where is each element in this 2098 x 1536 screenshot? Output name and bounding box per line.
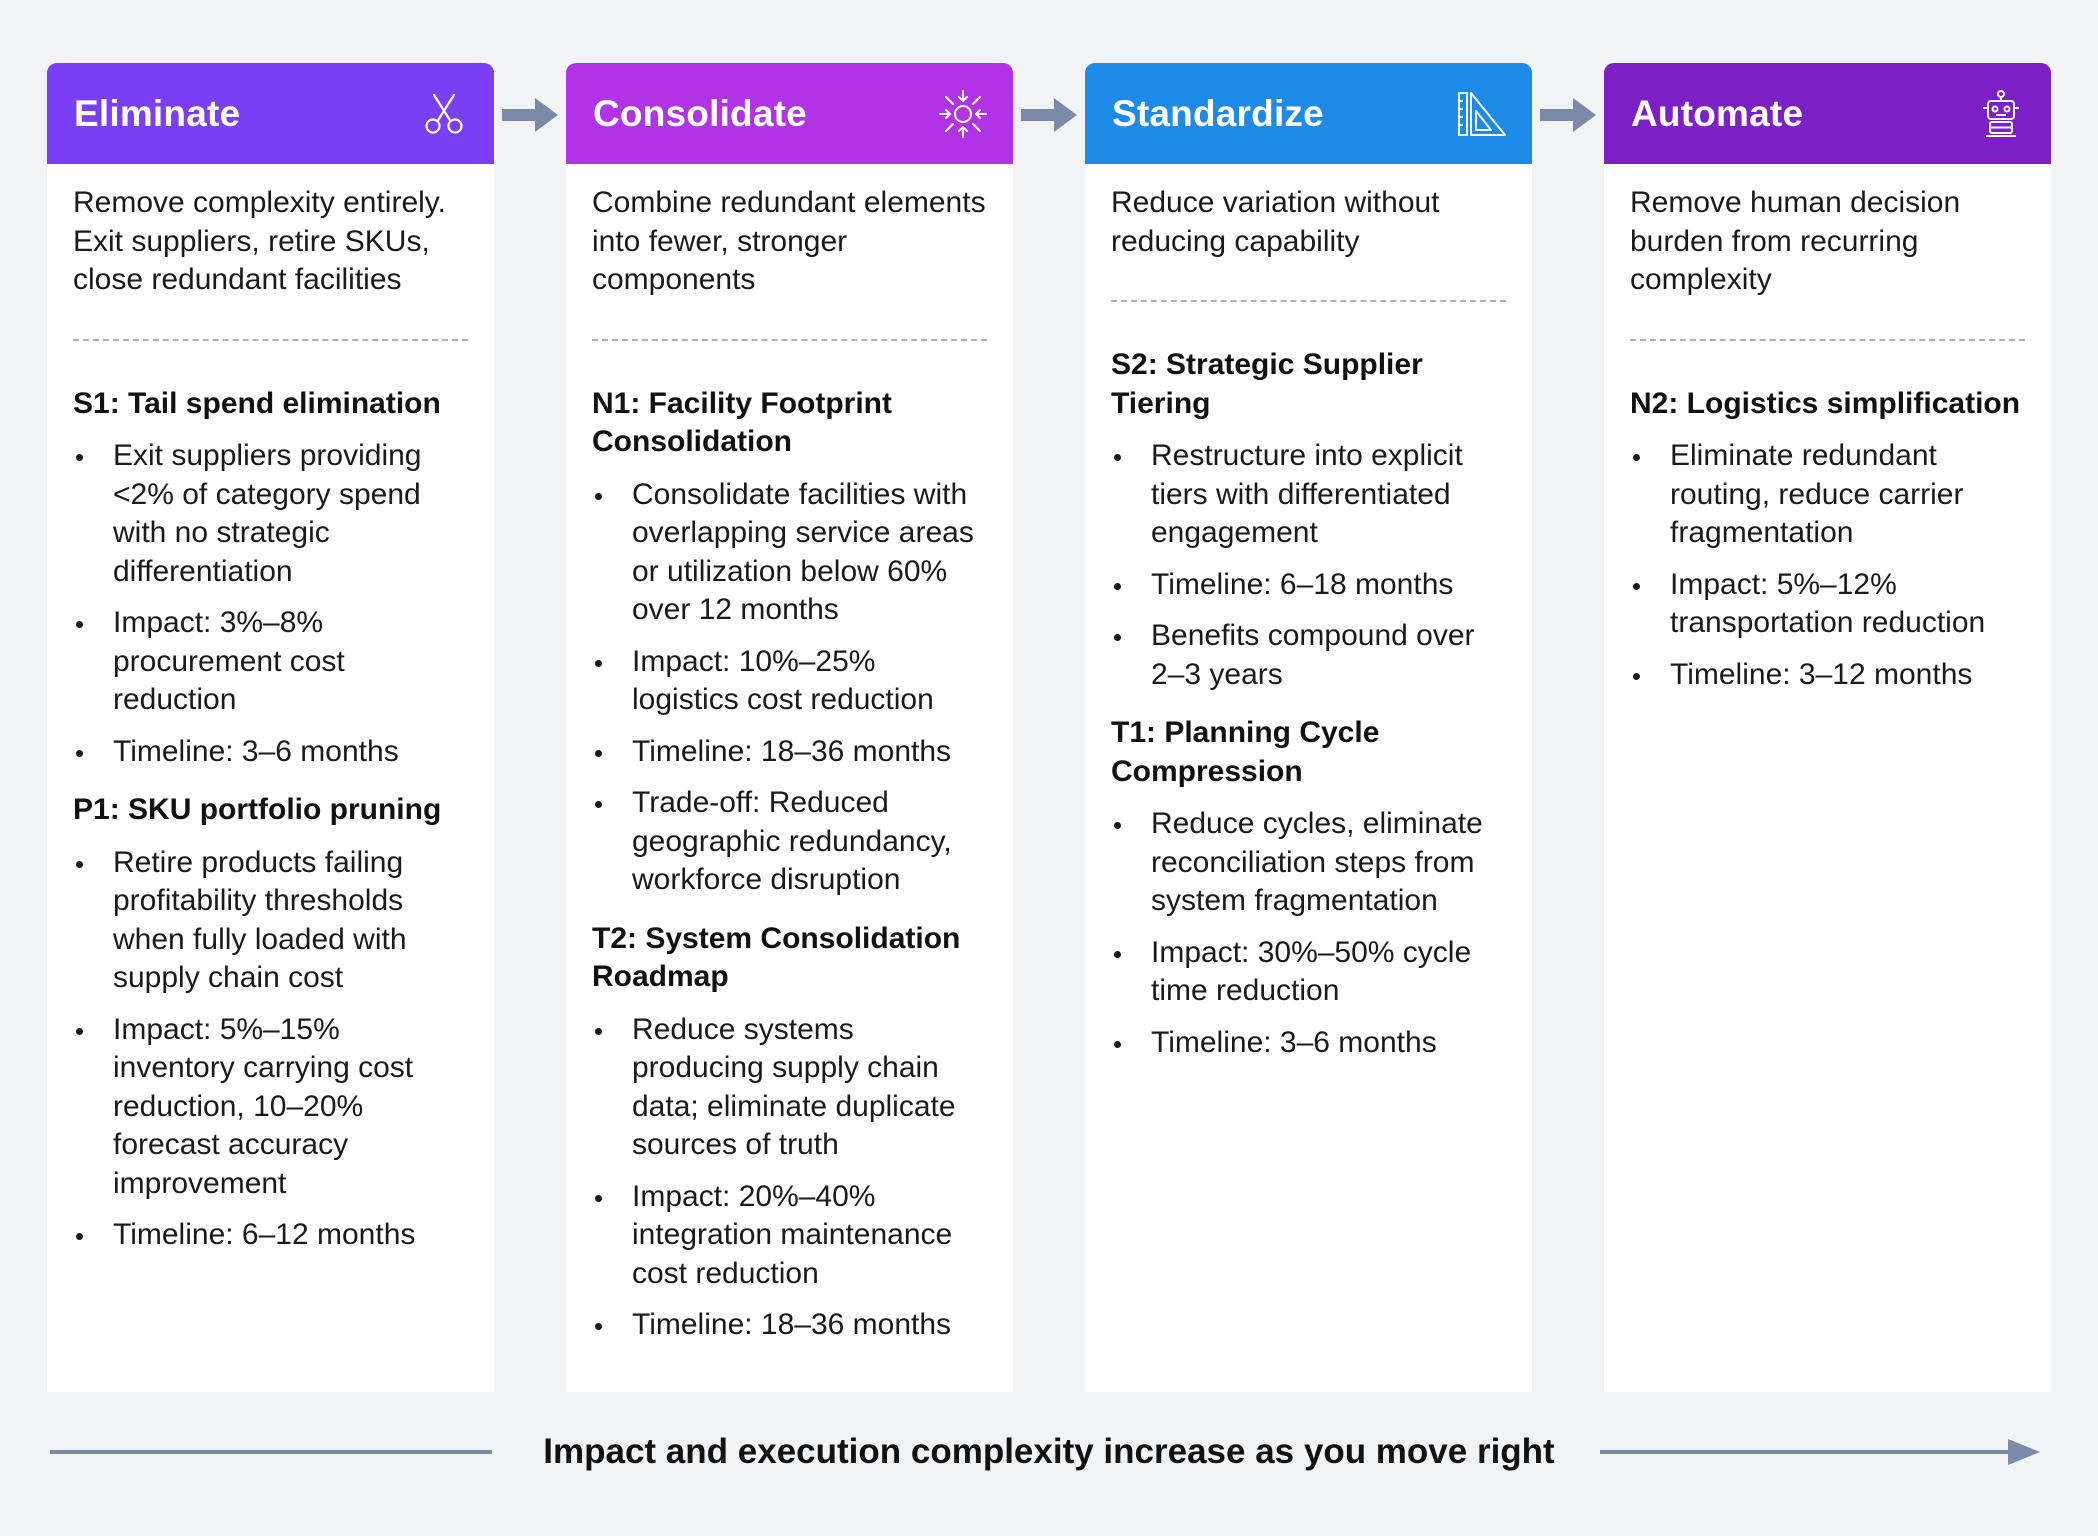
dashed-divider (1111, 300, 1506, 302)
list-item: Reduce systems producing supply chain data; eliminate duplicate sources of truth (592, 1011, 986, 1165)
bullet-list (1111, 437, 1505, 694)
initiative-section (592, 920, 986, 1345)
column-description: Combine redundant elements into fewer, stronger components (592, 186, 986, 296)
initiative-section (73, 385, 467, 772)
initiative-title: N2: Logistics simplification (1630, 386, 2021, 420)
column-header-standardize (1085, 63, 1532, 164)
converge-icon (938, 89, 988, 139)
list-item: Timeline: 3–12 months (1630, 656, 2024, 695)
initiative-title: T2: System Consolidation Roadmap (592, 921, 961, 993)
column-header-eliminate (47, 63, 494, 164)
list-item: Timeline: 6–18 months (1111, 566, 1505, 605)
column-description: Remove complexity entirely. Exit suppliers, retire SKUs, close redundant facilities (73, 186, 446, 296)
initiative-title: S1: Tail spend elimination (73, 386, 441, 420)
list-item: Retire products failing profitability thresholds when fully loaded with supply chain cost (73, 844, 467, 998)
column-title: Automate (1631, 92, 1804, 134)
dashed-divider (592, 339, 987, 341)
column-eliminate (47, 63, 494, 1392)
initiative-section (592, 385, 986, 900)
column-title: Standardize (1112, 92, 1324, 134)
column-title: Consolidate (593, 92, 807, 134)
bullet-list (1111, 805, 1505, 1062)
list-item: Impact: 5%–15% inventory carrying cost reduction, 10–20% forecast accuracy improvement (73, 1011, 467, 1204)
list-item: Trade-off: Reduced geographic redundancy, workforce disruption (592, 784, 986, 900)
list-item: Impact: 5%–12% transportation reduction (1630, 566, 2024, 643)
column-header-consolidate (566, 63, 1013, 164)
column-standardize (1085, 63, 1532, 1392)
scissors-icon (419, 89, 469, 139)
list-item: Impact: 3%–8% procurement cost reduction (73, 604, 467, 720)
list-item: Timeline: 6–12 months (73, 1216, 467, 1255)
footer-caption-text: Impact and execution complexity increase as you move right (523, 1429, 1574, 1475)
list-item: Impact: 20%–40% integration maintenance cost reduction (592, 1178, 986, 1294)
bullet-list (1630, 437, 2024, 694)
list-item: Benefits compound over 2–3 years (1111, 617, 1505, 694)
list-item: Eliminate redundant routing, reduce carrier fragmentation (1630, 437, 2024, 553)
list-item: Timeline: 18–36 months (592, 733, 986, 772)
initiative-title: T1: Planning Cycle Compression (1111, 716, 1380, 788)
list-item: Consolidate facilities with overlapping service areas or utilization below 60% over 12 months (592, 476, 986, 630)
initiative-title: N1: Facility Footprint Consolidation (592, 386, 892, 458)
column-title: Eliminate (74, 92, 241, 134)
initiative-title: S2: Strategic Supplier Tiering (1111, 348, 1423, 420)
ruler-triangle-icon (1457, 89, 1507, 139)
list-item: Timeline: 18–36 months (592, 1306, 986, 1345)
bullet-list (592, 1011, 986, 1345)
dashed-divider (1630, 339, 2025, 341)
list-item: Restructure into explicit tiers with differentiated engagement (1111, 437, 1505, 553)
arrow-right-icon (502, 98, 558, 132)
column-automate (1604, 63, 2051, 1392)
column-description: Reduce variation without reducing capability (1111, 186, 1440, 258)
list-item: Exit suppliers providing <2% of category spend with no strategic differentiation (73, 437, 467, 591)
arrow-right-icon (1540, 98, 1596, 132)
footer-caption (0, 1429, 2098, 1475)
bullet-list (73, 437, 467, 771)
list-item: Impact: 10%–25% logistics cost reduction (592, 643, 986, 720)
bullet-list (592, 476, 986, 900)
initiative-section (73, 791, 467, 1255)
column-description: Remove human decision burden from recurring complexity (1630, 186, 1961, 296)
list-item: Timeline: 3–6 months (73, 733, 467, 772)
dashed-divider (73, 339, 468, 341)
bullet-list (73, 844, 467, 1255)
initiative-section (1630, 385, 2024, 695)
initiative-title: P1: SKU portfolio pruning (73, 793, 442, 826)
column-consolidate (566, 63, 1013, 1392)
list-item: Impact: 30%–50% cycle time reduction (1111, 934, 1505, 1011)
initiative-section (1111, 714, 1505, 1062)
list-item: Reduce cycles, eliminate reconciliation steps from system fragmentation (1111, 805, 1505, 921)
list-item: Timeline: 3–6 months (1111, 1024, 1505, 1063)
initiative-section (1111, 346, 1505, 694)
arrow-right-icon (1021, 98, 1077, 132)
robot-icon (1976, 89, 2026, 139)
column-header-automate (1604, 63, 2051, 164)
